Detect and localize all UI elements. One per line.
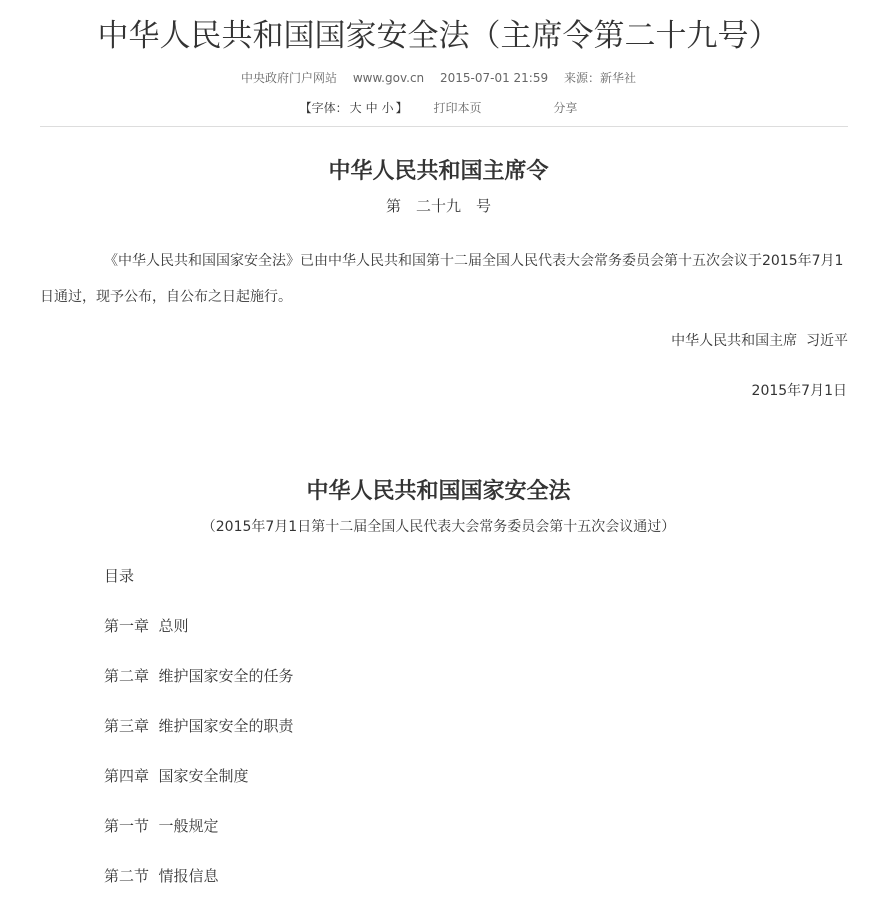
- print-page-link[interactable]: 打印本页: [433, 101, 482, 115]
- site-url: www.gov.cn: [352, 71, 425, 85]
- publish-datetime: 2015-07-01 21:59: [439, 71, 549, 85]
- font-size-medium[interactable]: 中: [365, 101, 378, 115]
- table-of-contents: [104, 565, 294, 915]
- font-size-close: 】: [395, 101, 408, 115]
- font-size-small[interactable]: 小: [381, 101, 394, 115]
- toc-item: 第一章 总则: [104, 617, 189, 635]
- toc-item: 第二章 维护国家安全的任务: [104, 667, 294, 685]
- order-date: 2015年7月1日: [751, 383, 847, 399]
- source-name: 新华社: [599, 71, 636, 85]
- font-size-large[interactable]: 大: [349, 101, 362, 115]
- source-info: [564, 71, 636, 85]
- source-label: 来源：: [563, 71, 600, 85]
- order-signature: 中华人民共和国主席 习近平: [671, 333, 848, 349]
- source-site: 中央政府门户网站: [241, 71, 338, 85]
- font-size-label: 【字体：: [299, 101, 348, 115]
- toc-item: 第一节 一般规定: [104, 817, 219, 835]
- share-link[interactable]: 分享: [553, 101, 578, 115]
- order-number: 第 二十九 号: [385, 197, 491, 215]
- article-meta: [0, 69, 877, 87]
- law-subtitle: （2015年7月1日第十二届全国人民代表大会常务委员会第十五次会议通过）: [201, 519, 676, 535]
- order-title: 中华人民共和国主席令: [328, 158, 549, 184]
- toc-item: 第三章 维护国家安全的职责: [104, 717, 294, 735]
- toc-item: 第二节 情报信息: [104, 867, 219, 885]
- page-title: 中华人民共和国国家安全法（主席令第二十九号）: [97, 18, 780, 54]
- law-title: 中华人民共和国国家安全法: [306, 478, 571, 504]
- article-toolbar: [0, 99, 877, 117]
- toc-item: 第四章 国家安全制度: [104, 767, 249, 785]
- font-size-switcher: [300, 101, 408, 115]
- header-divider: [40, 126, 848, 127]
- order-body: 《中华人民共和国国家安全法》已由中华人民共和国第十二届全国人民代表大会常务委员会第十五次会议于2015年7月1日通过，现予公布，自公布之日起施行。: [40, 253, 844, 305]
- toc-item: 目录: [104, 567, 135, 585]
